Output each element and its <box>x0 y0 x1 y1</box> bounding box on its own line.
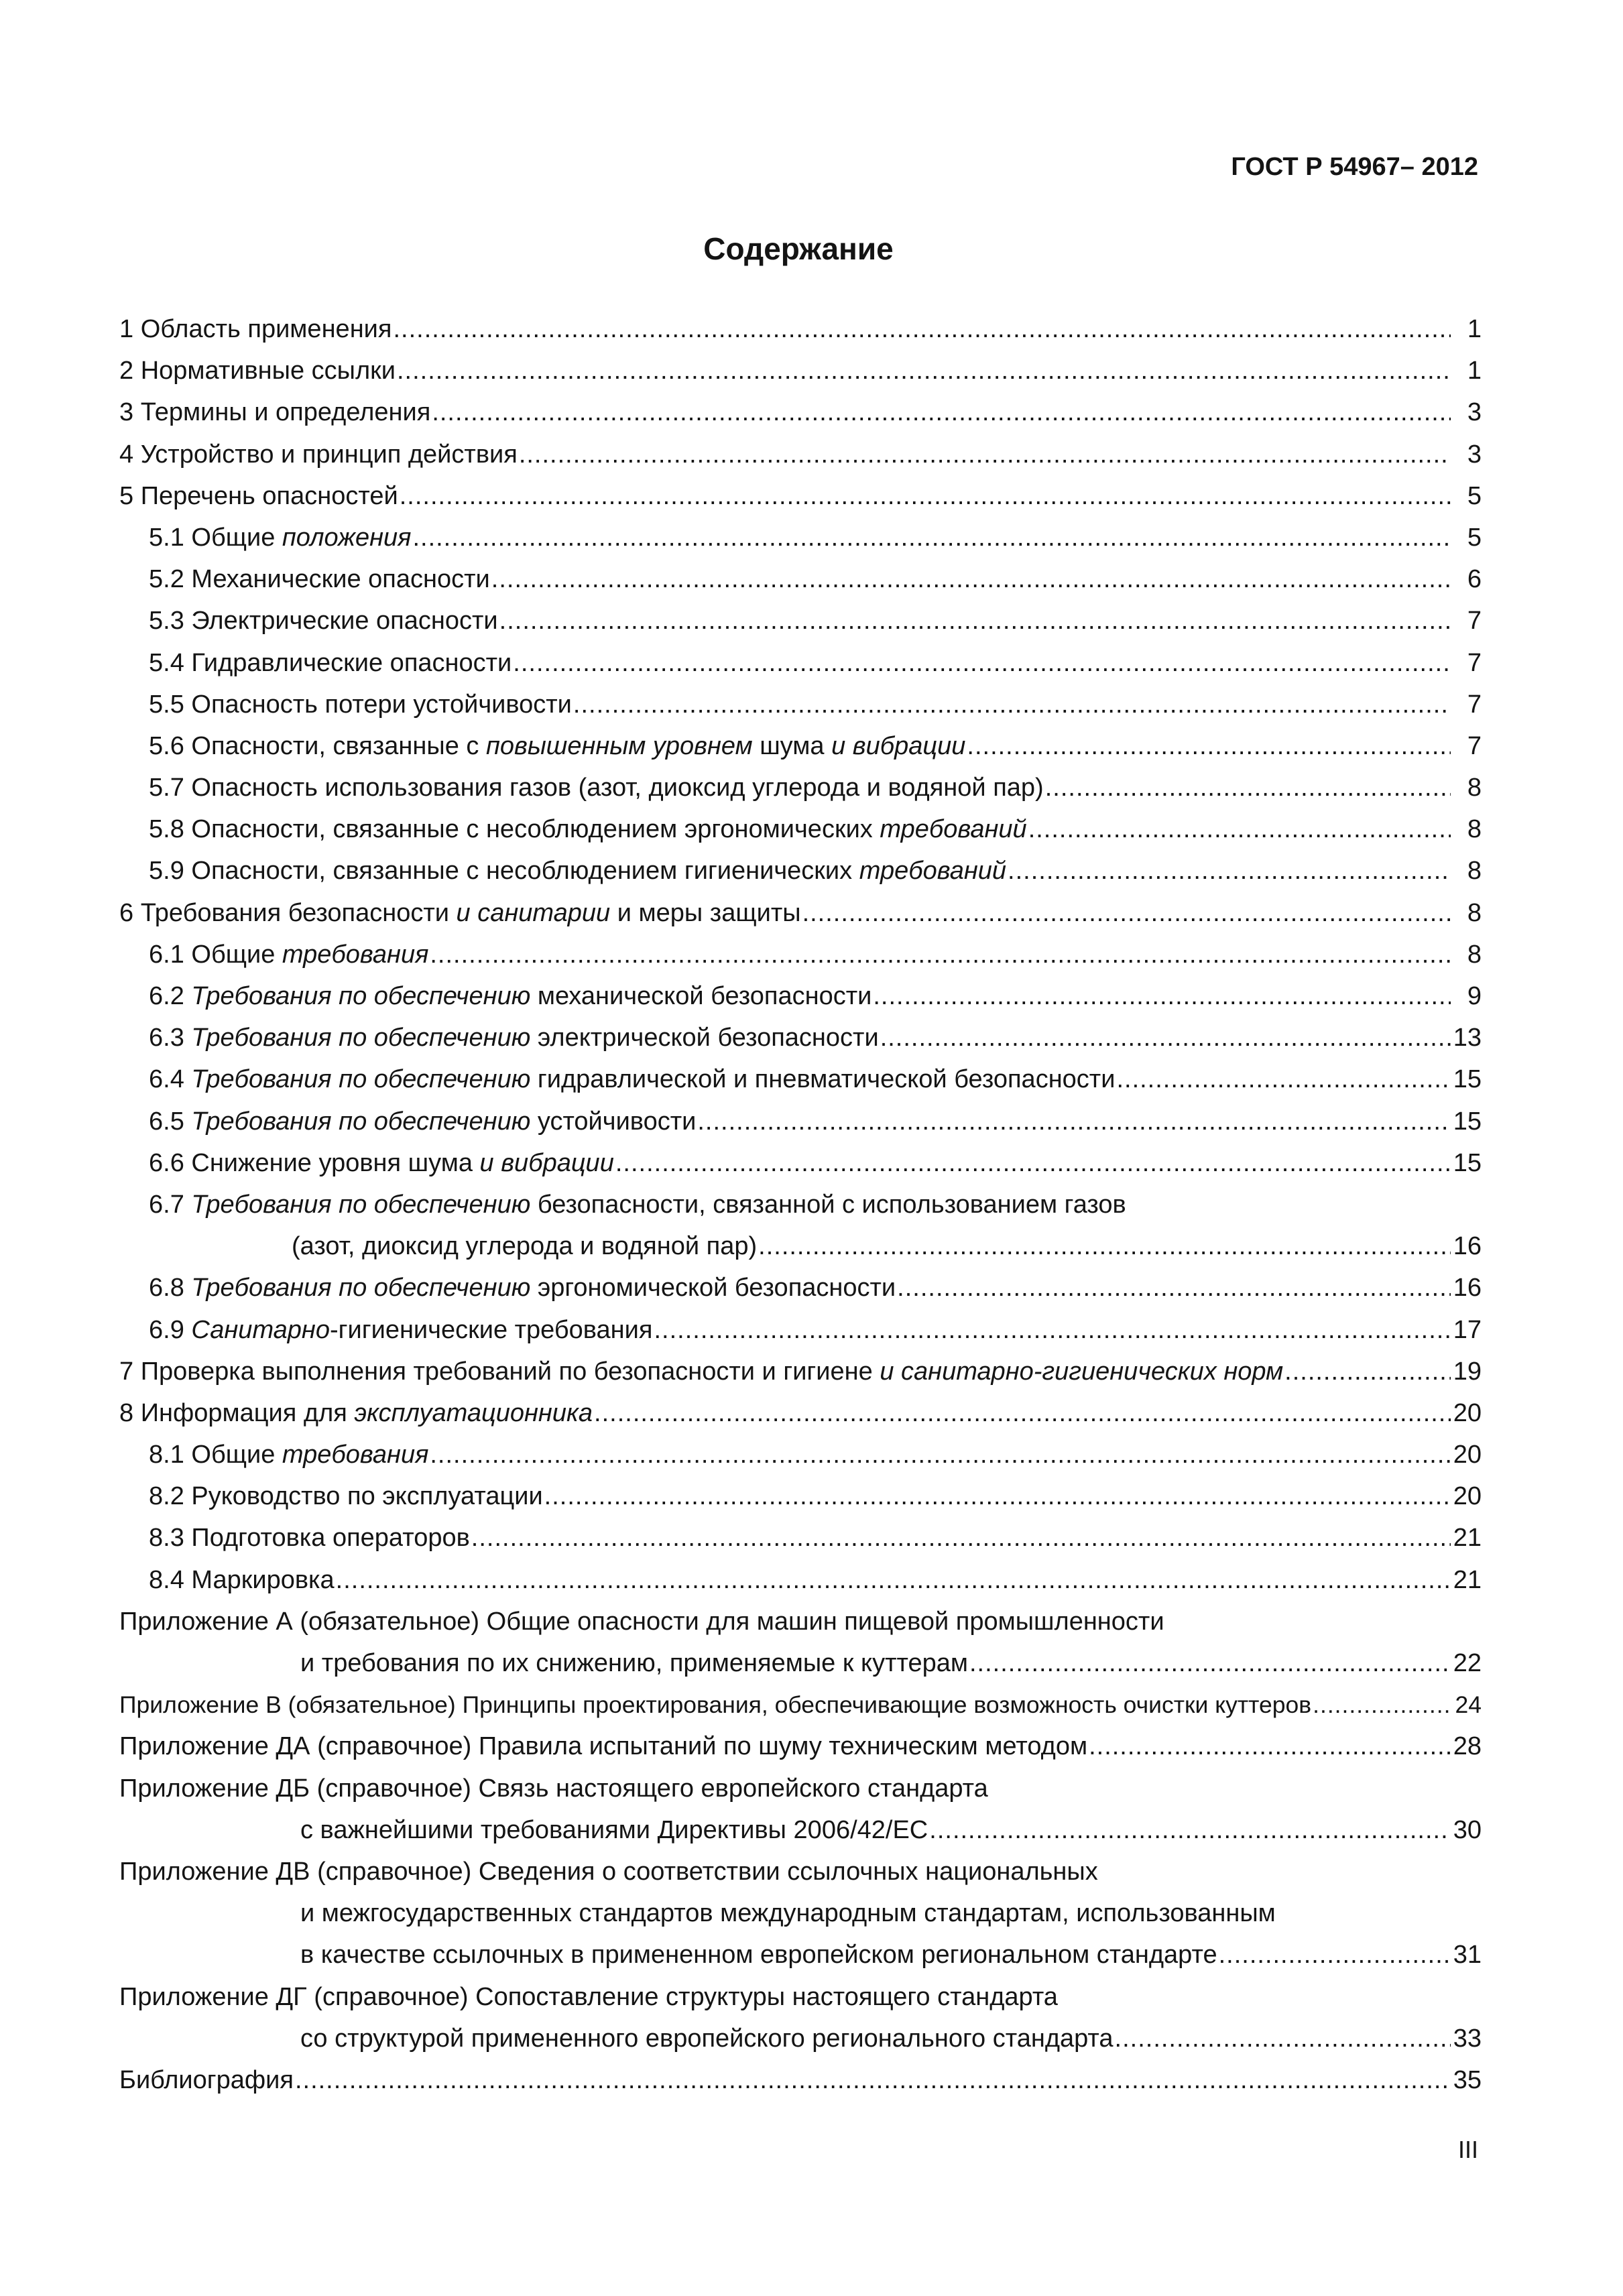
toc-dot-leader <box>967 725 1451 767</box>
toc-entry-text: 7 Проверка выполнения требований по безопасности и гигиене <box>119 1357 880 1386</box>
toc-entry[interactable] <box>119 892 1482 934</box>
toc-entry-page: 7 <box>1467 648 1482 677</box>
toc-entry-text: Приложение ДА (справочное) Правила испытаний по шуму техническим методом <box>119 1732 1088 1761</box>
toc-dot-leader <box>430 934 1451 975</box>
toc-entry[interactable] <box>119 1101 1482 1142</box>
toc-dot-leader <box>544 1475 1451 1517</box>
toc-entry[interactable] <box>119 1768 1482 1809</box>
toc-entry-text: 8.4 Маркировка <box>149 1565 335 1594</box>
toc-entry-title <box>149 642 512 684</box>
toc-dot-leader <box>1008 850 1451 892</box>
toc-entry[interactable] <box>119 1809 1482 1851</box>
toc-entry-text: Приложение ДВ (справочное) Сведения о соответствии ссылочных национальных <box>119 1857 1098 1886</box>
toc-entry-title <box>300 1642 968 1684</box>
toc-entry-text: в качестве ссылочных в примененном европейском региональном стандарте <box>300 1941 1217 1970</box>
toc-entry-text: положения <box>282 523 412 552</box>
toc-entry[interactable] <box>119 1642 1482 1684</box>
toc-entry[interactable] <box>119 391 1482 433</box>
toc-entry-text: 6.5 <box>149 1107 192 1136</box>
toc-entry[interactable] <box>119 1142 1482 1184</box>
toc-entry-page: 19 <box>1453 1357 1482 1386</box>
toc-entry[interactable] <box>119 1017 1482 1059</box>
toc-entry-page: 1 <box>1467 357 1482 385</box>
toc-dot-leader <box>1089 1726 1451 1767</box>
toc-entry-title <box>119 308 392 350</box>
toc-entry-text: механической безопасности <box>530 982 872 1010</box>
toc-dot-leader <box>654 1309 1451 1351</box>
toc-entry-title <box>119 892 801 934</box>
toc-entry-title <box>149 1017 879 1059</box>
toc-entry-text: Требования по обеспечению <box>191 1190 531 1219</box>
toc-entry-text: и санитарно-гигиенических норм <box>880 1357 1284 1386</box>
toc-entry-title <box>119 1351 1283 1392</box>
toc-entry-title <box>149 1475 543 1517</box>
toc-entry-page: 31 <box>1453 1941 1482 1970</box>
toc-entry-page: 21 <box>1453 1524 1482 1553</box>
toc-entry-text: 6.2 <box>149 982 192 1010</box>
toc-entry-title <box>300 1809 928 1851</box>
toc-entry-text: повышенным уровнем <box>485 731 753 760</box>
toc-entry[interactable] <box>119 517 1482 558</box>
toc-entry-title <box>300 1934 1217 1976</box>
toc-entry-title <box>149 1267 896 1309</box>
toc-entry-text: 6.4 <box>149 1065 192 1094</box>
toc-entry-page: 20 <box>1453 1398 1482 1427</box>
toc-entry-page: 15 <box>1453 1065 1482 1094</box>
toc-entry-title <box>119 1392 593 1434</box>
toc-entry[interactable] <box>119 434 1482 475</box>
toc-entry[interactable] <box>119 1351 1482 1392</box>
toc-entry-page: 13 <box>1453 1024 1482 1052</box>
toc-entry-page: 8 <box>1467 815 1482 844</box>
toc-entry[interactable] <box>119 1225 1482 1267</box>
toc-entry-text: гидравлической и пневматической безопасности <box>530 1065 1116 1094</box>
toc-entry-text: Приложение А (обязательное) Общие опасности для машин пищевой промышленности <box>119 1607 1164 1636</box>
toc-entry[interactable] <box>119 850 1482 892</box>
toc-entry-text: эксплуатационника <box>354 1398 593 1427</box>
toc-entry-page: 3 <box>1467 398 1482 427</box>
toc-dot-leader <box>1313 1684 1451 1726</box>
toc-entry-text: 5.9 Опасности, связанные с несоблюдением гигиенических <box>149 857 859 886</box>
toc-entry-text: 2 Нормативные ссылки <box>119 357 396 385</box>
toc-entry-text: и вибрации <box>831 731 966 760</box>
toc-entry[interactable] <box>119 975 1482 1017</box>
toc-entry-text: и требования по их снижению, применяемые к куттерам <box>300 1649 968 1677</box>
toc-entry-text: 5.5 Опасность потери устойчивости <box>149 690 572 719</box>
toc-entry-title <box>149 1517 470 1559</box>
toc-entry-title <box>149 850 1006 892</box>
toc-dot-leader <box>969 1642 1451 1684</box>
toc-entry-text: 6.8 <box>149 1274 192 1303</box>
toc-dot-leader <box>1115 2018 1451 2059</box>
toc-entry-title <box>149 684 572 725</box>
toc-entry-title <box>149 767 1044 808</box>
toc-dot-leader <box>880 1017 1451 1059</box>
toc-entry-page: 21 <box>1453 1565 1482 1594</box>
toc-entry-page: 24 <box>1455 1691 1482 1719</box>
toc-entry-text: Приложение ДБ (справочное) Связь настоящего европейского стандарта <box>119 1774 988 1803</box>
toc-entry-page: 7 <box>1467 690 1482 719</box>
toc-entry-title <box>149 1184 1126 1225</box>
toc-entry-text: 4 Устройство и принцип действия <box>119 440 518 469</box>
toc-entry-text: требований <box>859 857 1007 886</box>
toc-entry[interactable] <box>119 308 1482 350</box>
toc-entry-text: Библиография <box>119 2065 294 2094</box>
toc-dot-leader <box>929 1809 1451 1851</box>
toc-entry-title <box>119 1601 1164 1642</box>
toc-entry-text: 5.4 Гидравлические опасности <box>149 648 512 677</box>
toc-dot-leader <box>1219 1934 1451 1976</box>
toc-entry[interactable] <box>119 1517 1482 1559</box>
toc-entry-title <box>119 2059 294 2101</box>
toc-entry[interactable] <box>119 1309 1482 1351</box>
toc-entry-title <box>119 350 396 391</box>
toc-entry-page: 8 <box>1467 857 1482 886</box>
toc-entry[interactable] <box>119 725 1482 767</box>
toc-entry-page: 20 <box>1453 1441 1482 1469</box>
toc-entry-text: Требования по обеспечению <box>191 982 531 1010</box>
toc-dot-leader <box>397 350 1451 391</box>
toc-entry-text: требований <box>880 815 1027 844</box>
toc-entry-title <box>119 434 518 475</box>
toc-entry[interactable] <box>119 934 1482 975</box>
toc-entry-title <box>149 1059 1115 1100</box>
toc-entry-text: 5.2 Механические опасности <box>149 565 490 594</box>
toc-entry-text: и межгосударственных стандартов международным стандартам, использованным <box>300 1899 1276 1928</box>
toc-entry-text: 6.3 <box>149 1024 192 1052</box>
toc-entry-text: безопасности, связанной с использованием газов <box>530 1190 1126 1219</box>
toc-entry-text: Приложение ДГ (справочное) Сопоставление структуры настоящего стандарта <box>119 1982 1058 2011</box>
toc-entry-text: 8.1 Общие <box>149 1441 282 1469</box>
toc-entry[interactable] <box>119 475 1482 517</box>
toc-entry-text: Требования по обеспечению <box>191 1107 531 1136</box>
toc-dot-leader <box>400 475 1451 517</box>
toc-entry[interactable] <box>119 2018 1482 2059</box>
toc-entry-title <box>149 517 411 558</box>
toc-entry-text: (азот, диоксид углерода и водяной пар) <box>292 1232 758 1261</box>
toc-entry-title <box>149 808 1027 850</box>
toc-dot-leader <box>513 642 1451 684</box>
toc-entry-text: 5.8 Опасности, связанные с несоблюдением эргономических <box>149 815 880 844</box>
toc-entry-title <box>149 934 428 975</box>
toc-dot-leader <box>295 2059 1451 2101</box>
toc-entry-title <box>149 1142 614 1184</box>
toc-entry[interactable] <box>119 1976 1482 2018</box>
toc-entry-title <box>300 1892 1276 1934</box>
toc-entry[interactable] <box>119 1601 1482 1642</box>
toc-entry[interactable] <box>119 1475 1482 1517</box>
toc-entry-page: 3 <box>1467 440 1482 469</box>
toc-entry-text: 6 Требования безопасности <box>119 898 457 927</box>
toc-entry-title <box>119 1851 1098 1892</box>
toc-entry-page: 8 <box>1467 940 1482 969</box>
toc-entry-text: Требования по обеспечению <box>191 1065 531 1094</box>
toc-entry-title <box>149 558 490 600</box>
toc-entry[interactable] <box>119 558 1482 600</box>
toc-entry-text: и санитарии <box>456 898 611 927</box>
toc-dot-leader <box>594 1392 1451 1434</box>
toc-entry[interactable] <box>119 350 1482 391</box>
toc-entry[interactable] <box>119 684 1482 725</box>
toc-entry[interactable] <box>119 1267 1482 1309</box>
toc-entry[interactable] <box>119 1059 1482 1100</box>
toc-entry[interactable] <box>119 1726 1482 1767</box>
toc-entry-page: 8 <box>1467 898 1482 927</box>
toc-entry-title <box>300 2018 1114 2059</box>
toc-dot-leader <box>1284 1351 1451 1392</box>
toc-entry-text: 6.6 Снижение уровня шума <box>149 1148 480 1177</box>
toc-entry-text: 8.3 Подготовка операторов <box>149 1524 470 1553</box>
toc-entry-page: 16 <box>1453 1274 1482 1303</box>
toc-entry-text: 8 Информация для <box>119 1398 355 1427</box>
toc-entry-text: Санитарно <box>191 1315 330 1344</box>
toc-entry-text: и меры защиты <box>610 898 801 927</box>
toc-entry-page: 35 <box>1453 2065 1482 2094</box>
toc-entry-page: 22 <box>1453 1649 1482 1677</box>
toc-dot-leader <box>1028 808 1451 850</box>
toc-dot-leader <box>873 975 1451 1017</box>
toc-entry-page: 16 <box>1453 1232 1482 1261</box>
toc-entry-text: шума <box>752 731 832 760</box>
toc-entry-text: 5 Перечень опасностей <box>119 481 398 510</box>
toc-entry-title <box>149 1101 696 1142</box>
toc-entry-page: 6 <box>1467 565 1482 594</box>
toc-entry-page: 17 <box>1453 1315 1482 1344</box>
toc-entry-text: устойчивости <box>530 1107 697 1136</box>
toc-entry-title <box>119 1726 1087 1767</box>
toc-dot-leader <box>758 1225 1451 1267</box>
toc-entry[interactable] <box>119 2059 1482 2101</box>
toc-dot-leader <box>412 517 1451 558</box>
toc-entry-title <box>119 1976 1058 2018</box>
toc-entry-title <box>149 1559 335 1601</box>
toc-entry[interactable] <box>119 600 1482 642</box>
toc-entry-text: 6.9 <box>149 1315 192 1344</box>
toc-entry-page: 30 <box>1453 1815 1482 1844</box>
toc-dot-leader <box>1045 767 1451 808</box>
toc-entry-text: требования <box>282 940 429 969</box>
toc-entry-title <box>149 975 871 1017</box>
toc-entry-text: -гигиенические требования <box>329 1315 653 1344</box>
toc-entry-text: Требования по обеспечению <box>191 1274 531 1303</box>
toc-entry-title <box>119 1768 988 1809</box>
toc-entry-text: с важнейшими требованиями Директивы 2006/42/ЕС <box>300 1815 928 1844</box>
toc-entry-page: 5 <box>1467 523 1482 552</box>
toc-entry[interactable] <box>119 1934 1482 1976</box>
toc-dot-leader <box>1116 1059 1451 1100</box>
toc-entry-page: 28 <box>1453 1732 1482 1761</box>
toc-entry-title <box>149 600 498 642</box>
page-number: III <box>1457 2136 1478 2163</box>
toc-entry[interactable] <box>119 1392 1482 1434</box>
toc-entry-page: 15 <box>1453 1148 1482 1177</box>
toc-entry-page: 33 <box>1453 2024 1482 2053</box>
toc-dot-leader <box>802 892 1451 934</box>
toc-entry[interactable] <box>119 1851 1482 1892</box>
toc-entry-page: 20 <box>1453 1482 1482 1511</box>
toc-entry-page: 5 <box>1467 481 1482 510</box>
toc-entry-text: эргономической безопасности <box>530 1274 896 1303</box>
toc-dot-leader <box>697 1101 1451 1142</box>
toc-entry-text: со структурой примененного европейского регионального стандарта <box>300 2024 1114 2053</box>
toc-entry-text: 1 Область применения <box>119 315 392 343</box>
toc-entry-page: 1 <box>1467 315 1482 343</box>
toc-entry-text: Требования по обеспечению <box>191 1024 531 1052</box>
toc-entry[interactable] <box>119 1434 1482 1475</box>
toc-entry[interactable] <box>119 1684 1482 1726</box>
toc-dot-leader <box>897 1267 1451 1309</box>
toc-entry-title <box>119 475 398 517</box>
page-title: Содержание <box>703 231 894 266</box>
toc-entry-title <box>149 1309 652 1351</box>
toc-dot-leader <box>432 391 1451 433</box>
toc-entry-text: электрической безопасности <box>530 1024 879 1052</box>
toc-entry[interactable] <box>119 1892 1482 1934</box>
toc-entry[interactable] <box>119 808 1482 850</box>
toc-dot-leader <box>519 434 1451 475</box>
toc-entry-page: 8 <box>1467 774 1482 802</box>
toc-dot-leader <box>573 684 1451 725</box>
toc-entry-text: требования <box>282 1441 429 1469</box>
toc-dot-leader <box>393 308 1451 350</box>
toc-entry-text: 5.7 Опасность использования газов (азот, диоксид углерода и водяной пар) <box>149 774 1044 802</box>
toc-entry-page: 15 <box>1453 1107 1482 1136</box>
toc-entry[interactable] <box>119 1184 1482 1225</box>
toc-entry-text: 6.1 Общие <box>149 940 282 969</box>
toc-entry-title <box>149 725 965 767</box>
toc-dot-leader <box>471 1517 1451 1559</box>
toc-entry-text: 5.6 Опасности, связанные с <box>149 731 486 760</box>
toc-dot-leader <box>491 558 1451 600</box>
toc-dot-leader <box>499 600 1451 642</box>
toc-entry-text: 5.3 Электрические опасности <box>149 607 498 636</box>
toc-entry-title <box>119 391 430 433</box>
toc-entry-text: и вибрации <box>479 1148 614 1177</box>
table-of-contents <box>119 308 1482 2101</box>
document-number: ГОСТ Р 54967– 2012 <box>1231 153 1478 181</box>
toc-entry-text: 8.2 Руководство по эксплуатации <box>149 1482 543 1511</box>
toc-entry-title <box>292 1225 757 1267</box>
toc-entry[interactable] <box>119 1559 1482 1601</box>
toc-entry[interactable] <box>119 767 1482 808</box>
toc-entry-title <box>119 1684 1311 1726</box>
toc-dot-leader <box>615 1142 1451 1184</box>
toc-entry-text: 6.7 <box>149 1190 192 1219</box>
toc-entry-text: 3 Термины и определения <box>119 398 431 427</box>
toc-entry-text: Приложение В (обязательное) Принципы проектирования, обеспечивающие возможность очистки куттеров <box>119 1691 1312 1719</box>
toc-entry-page: 7 <box>1467 607 1482 636</box>
toc-entry[interactable] <box>119 642 1482 684</box>
toc-dot-leader <box>430 1434 1451 1475</box>
toc-entry-text: 5.1 Общие <box>149 523 282 552</box>
toc-entry-page: 7 <box>1467 731 1482 760</box>
toc-dot-leader <box>336 1559 1451 1601</box>
toc-entry-page: 9 <box>1467 982 1482 1010</box>
toc-entry-title <box>149 1434 428 1475</box>
